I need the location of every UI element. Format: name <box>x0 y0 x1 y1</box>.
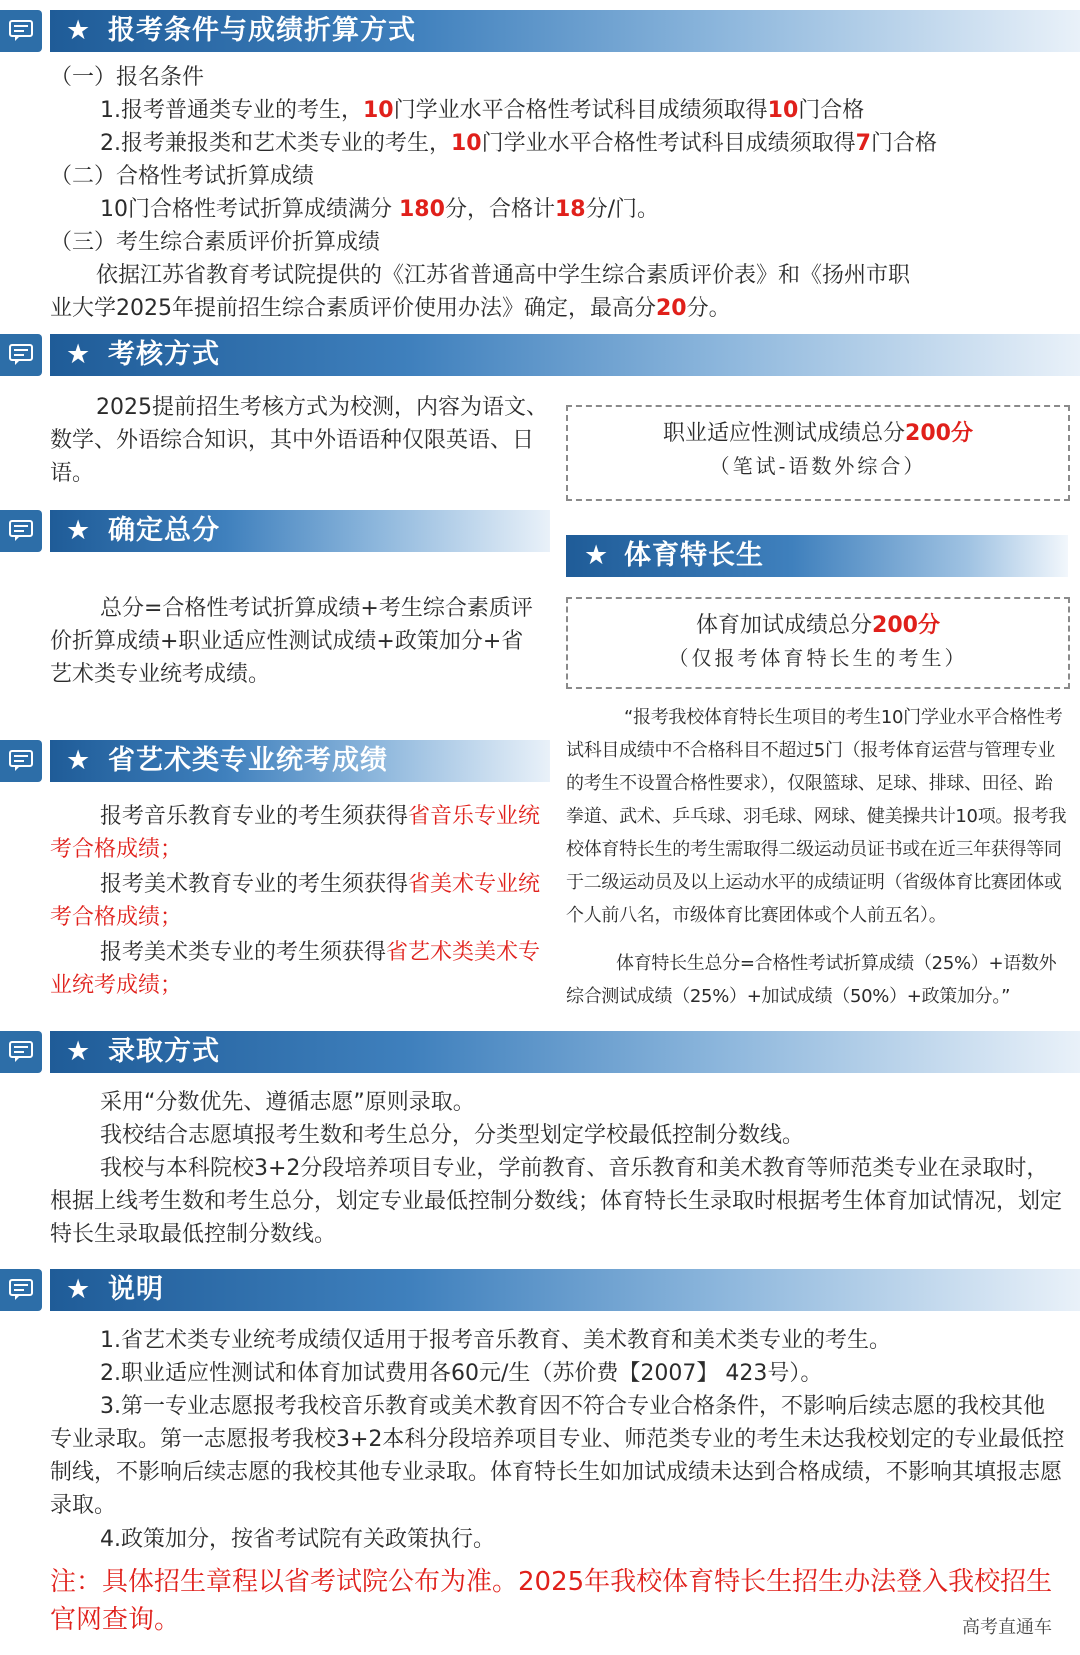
chat-bubble-icon <box>0 1031 42 1073</box>
section-header-sports <box>566 535 1068 577</box>
star-icon: ★ <box>66 339 91 370</box>
star-icon: ★ <box>66 745 91 776</box>
star-icon: ★ <box>66 515 91 546</box>
section-header-art-exam <box>0 740 550 782</box>
chat-bubble-icon <box>0 510 42 552</box>
note-line-3: 3.第一专业志愿报考我校音乐教育或美术教育因不符合专业合格条件，不影响后续志愿的我校其他专业录取。第一志愿报考我校3+2本科分段培养项目专业、师范类专业的考生未达我校划定的专业最低控制线，不影响后续志愿的我校其他专业录取。体育特长生如加试成绩未达到合格成绩，不影响其填报志愿录取。 <box>50 1394 1065 1518</box>
section-title: 说明 <box>108 1274 164 1305</box>
vocational-score-note: （笔试-语数外综合） <box>709 454 927 478</box>
section-title: 体育特长生 <box>624 540 764 571</box>
admission-line-1: 采用“分数优先、遵循志愿”原则录取。 <box>100 1090 475 1115</box>
subheading-conversion: （二）合格性考试折算成绩 <box>50 164 315 189</box>
art-requirement-fine-arts-education: 报考美术教育专业的考生须获得省美术专业统考合格成绩； <box>50 872 541 930</box>
section-header-total <box>0 510 550 552</box>
art-requirement-music: 报考音乐教育专业的考生须获得省音乐专业统考合格成绩； <box>50 804 541 862</box>
section-title: 省艺术类专业统考成绩 <box>108 745 388 776</box>
section-title: 录取方式 <box>108 1036 220 1067</box>
art-requirement-fine-arts: 报考美术类专业的考生须获得省艺术类美术专业统考成绩； <box>50 940 541 998</box>
note-line-2: 2.职业适应性测试和体育加试费用各60元/生（苏价费【2007】 423号）。 <box>100 1361 823 1386</box>
condition-line-1: 1.报考普通类专业的考生，10门学业水平合格性考试科目成绩须取得10门合格 <box>100 98 865 123</box>
star-icon: ★ <box>66 15 91 46</box>
star-icon: ★ <box>66 1274 91 1305</box>
sports-formula: 体育特长生总分=合格性考试折算成绩（25%）+语数外综合测试成绩（25%）+加试成绩（50%）+政策加分。” <box>566 953 1057 1007</box>
section-title: 考核方式 <box>108 339 220 370</box>
condition-line-2: 2.报考兼报类和艺术类专业的考生，10门学业水平合格性考试科目成绩须取得7门合格 <box>100 131 937 156</box>
chat-bubble-icon <box>0 740 42 782</box>
evaluation-line-1: 依据江苏省教育考试院提供的《江苏省普通高中学生综合素质评价表》和《扬州市职 <box>96 263 911 288</box>
sports-requirements: “报考我校体育特长生项目的考生10门学业水平合格性考试科目成绩中不合格科目不超过5门（报考体育运营与管理专业的考生不设置合格性要求），仅限篮球、足球、排球、田径、跆拳道、武术、乒乓球、羽毛球、网球、健美操共计10项。报考我校体育特长生的考生需取得二级运动员证书或在近三年获得等同于二级运动员及以上运动水平的成绩证明（省级体育比赛团体或个人前八名，市级体育比赛团体或个人前五名）。 <box>566 707 1067 926</box>
admission-line-3: 我校与本科院校3+2分段培养项目专业，学前教育、音乐教育和美术教育等师范类专业在录取时，根据上线考生数和考生总分，划定专业最低控制分数线；体育特长生录取时根据考生体育加试情况，划定特长生录取最低控制分数线。 <box>50 1156 1063 1247</box>
star-icon: ★ <box>66 1036 91 1067</box>
conversion-line: 10门合格性考试折算成绩满分 180分，合格计18分/门。 <box>100 197 659 222</box>
note-line-4: 4.政策加分，按省考试院有关政策执行。 <box>100 1527 495 1552</box>
sports-score-note: （仅报考体育特长生的考生） <box>668 646 968 670</box>
assessment-text: 2025提前招生考核方式为校测，内容为语文、数学、外语综合知识，其中外语语种仅限英语、日语。 <box>50 395 548 486</box>
note-line-1: 1.省艺术类专业统考成绩仅适用于报考音乐教育、美术教育和美术类专业的考生。 <box>100 1328 891 1353</box>
subheading-registration: （一）报名条件 <box>50 65 205 90</box>
star-icon: ★ <box>584 540 609 571</box>
evaluation-line-2: 业大学2025年提前招生综合素质评价使用办法》确定，最高分20分。 <box>50 296 731 321</box>
sports-score-box: 体育加试成绩总分200分 （仅报考体育特长生的考生） <box>566 597 1070 689</box>
section-header-conditions <box>0 10 1080 52</box>
watermark: 高考直通车 <box>962 1617 1052 1638</box>
section-header-assessment <box>0 334 1080 376</box>
section-header-admission <box>0 1031 1080 1073</box>
chat-bubble-icon <box>0 334 42 376</box>
vocational-score-box: 职业适应性测试成绩总分200分 （笔试-语数外综合） <box>566 405 1070 501</box>
total-score-formula: 总分=合格性考试折算成绩+考生综合素质评价折算成绩+职业适应性测试成绩+政策加分+省艺术类专业统考成绩。 <box>50 596 533 687</box>
section-title: 报考条件与成绩折算方式 <box>108 15 416 46</box>
chat-bubble-icon <box>0 10 42 52</box>
admission-line-2: 我校结合志愿填报考生数和考生总分，分类型划定学校最低控制分数线。 <box>100 1123 805 1148</box>
subheading-evaluation: （三）考生综合素质评价折算成绩 <box>50 230 381 255</box>
footer-notice: 注：具体招生章程以省考试院公布为准。2025年我校体育特长生招生办法登入我校招生官网查询。 <box>50 1567 1053 1635</box>
chat-bubble-icon <box>0 1269 42 1311</box>
section-title: 确定总分 <box>108 515 220 546</box>
section-header-notes <box>0 1269 1080 1311</box>
